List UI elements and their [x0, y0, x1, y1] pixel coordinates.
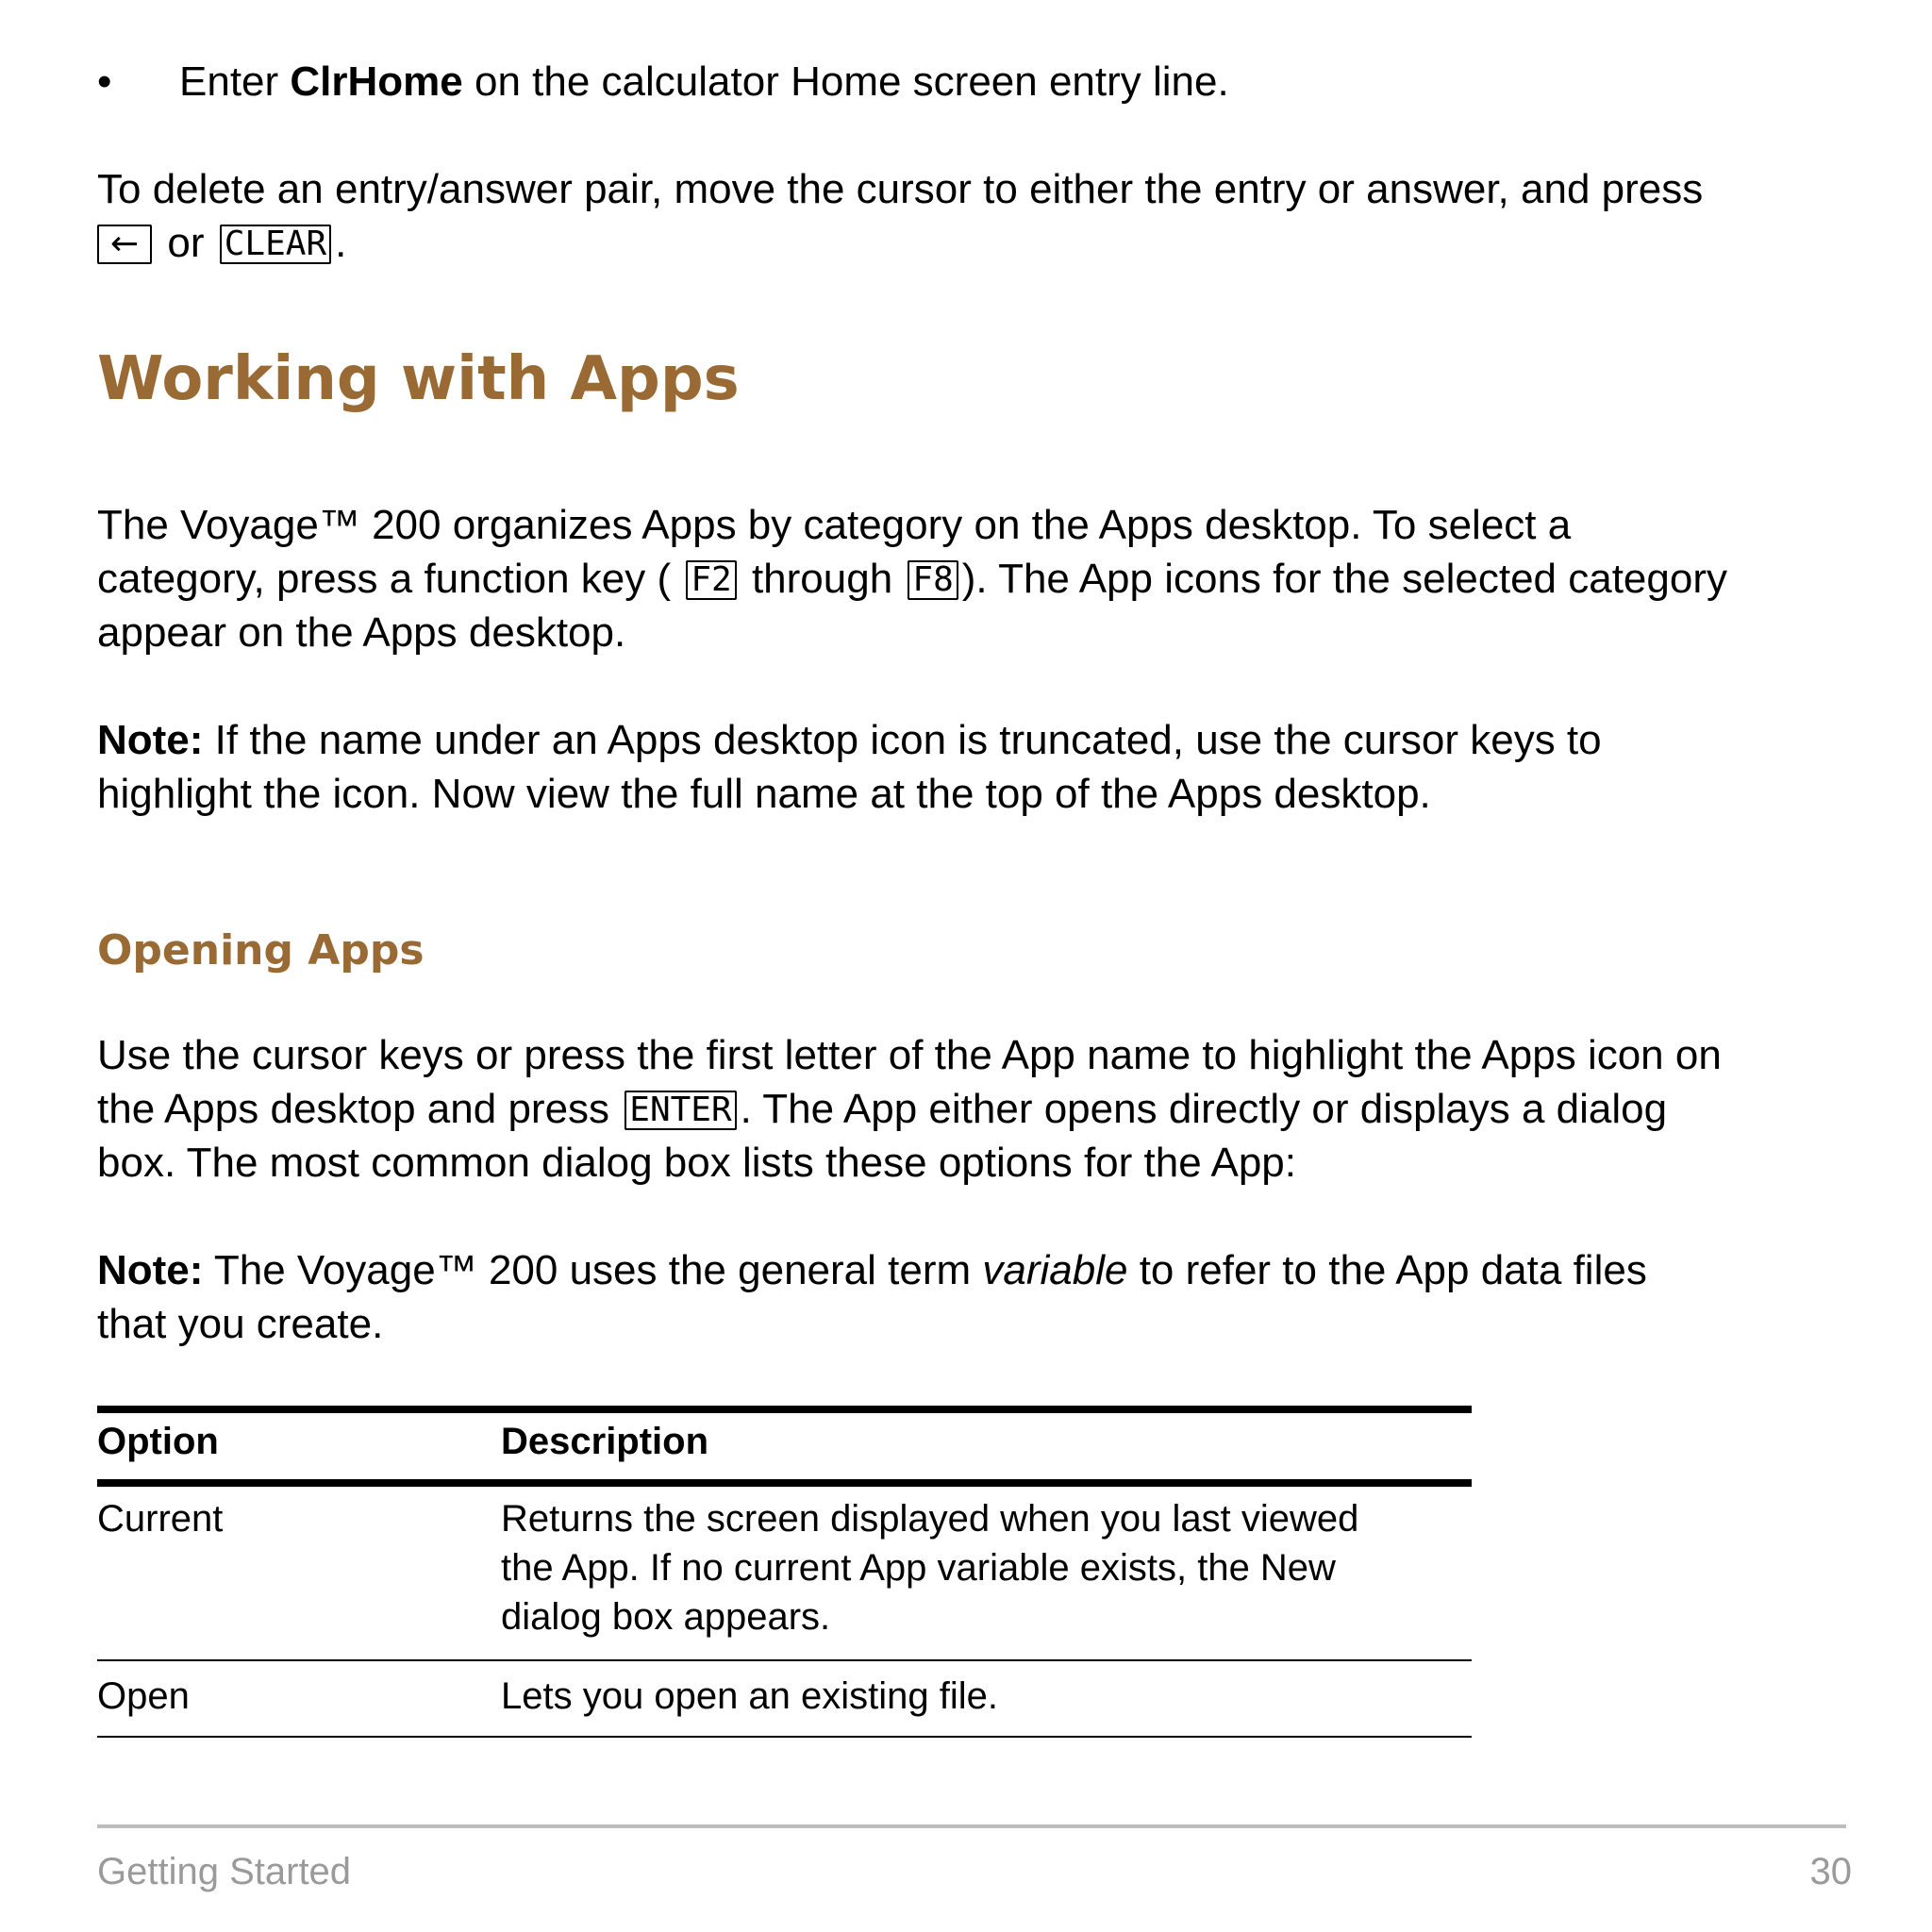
opening-para-line3: box. The most common dialog box lists these options for the App:	[97, 1140, 1296, 1186]
bullet-pre: Enter	[179, 58, 291, 105]
note2-italic-variable: variable	[982, 1247, 1128, 1293]
table-row-open-option: Open	[97, 1675, 190, 1717]
opening-para-line2	[97, 1082, 1667, 1136]
table-header-description: Description	[501, 1421, 709, 1462]
apps-para-line2	[97, 552, 1727, 606]
backspace-key-icon: ←	[97, 225, 152, 264]
table-header-option: Option	[97, 1421, 219, 1462]
clear-key: CLEAR	[220, 225, 331, 264]
note1-text1: If the name under an Apps desktop icon is truncated, use the cursor keys to	[203, 717, 1602, 763]
note2-text1a: The Voyage™ 200 uses the general term	[203, 1247, 983, 1293]
bullet-clrhome	[179, 55, 1229, 108]
opening-line2-a: the Apps desktop and press	[97, 1086, 622, 1132]
note2-line2: that you create.	[97, 1301, 384, 1347]
table-header-rule	[97, 1479, 1472, 1487]
apps-line2-b: through	[740, 556, 905, 602]
enter-key: ENTER	[625, 1091, 736, 1130]
apps-para-line1: The Voyage™ 200 organizes Apps by category on the Apps desktop. To select a	[97, 502, 1572, 548]
note2-text1b: to refer to the App data files	[1127, 1247, 1647, 1293]
table-row-rule	[97, 1659, 1472, 1661]
table-top-rule	[97, 1406, 1472, 1413]
heading-opening-apps: Opening Apps	[97, 926, 425, 974]
delete-or: or	[156, 220, 216, 266]
table-row-current-desc-1: Returns the screen displayed when you last viewed	[501, 1498, 1359, 1540]
note1-label: Note:	[97, 717, 204, 763]
apps-para-line3: appear on the Apps desktop.	[97, 609, 626, 656]
delete-para-line1: To delete an entry/answer pair, move the cursor to either the entry or answer, and press	[97, 166, 1704, 212]
opening-para-line1: Use the cursor keys or press the first letter of the App name to highlight the Apps icon on	[97, 1032, 1722, 1078]
heading-working-with-apps: Working with Apps	[97, 344, 740, 414]
note1-line2: highlight the icon. Now view the full name at the top of the Apps desktop.	[97, 771, 1431, 817]
bullet-post: on the calculator Home screen entry line.	[462, 58, 1229, 105]
note1-line1	[97, 713, 1602, 767]
opening-line2-b: . The App either opens directly or displays a dialog	[740, 1086, 1668, 1132]
note2-label: Note:	[97, 1247, 204, 1293]
footer-page-number: 30	[1809, 1851, 1852, 1892]
footer-rule	[97, 1824, 1846, 1828]
table-row-current-desc-2: the App. If no current App variable exists, the New	[501, 1547, 1336, 1589]
note2-line1	[97, 1243, 1647, 1297]
table-row-open-desc: Lets you open an existing file.	[501, 1675, 999, 1717]
footer-section-title: Getting Started	[97, 1851, 352, 1892]
f8-key: F8	[908, 560, 958, 600]
clrhome-command: ClrHome	[290, 58, 463, 105]
delete-para-line2	[97, 216, 346, 270]
apps-line2-c: ). The App icons for the selected category	[961, 556, 1727, 602]
f2-key: F2	[686, 560, 736, 600]
bullet-marker: •	[97, 58, 112, 105]
delete-end: .	[335, 220, 347, 266]
table-row-current-option: Current	[97, 1498, 224, 1540]
table-row-current-desc-3: dialog box appears.	[501, 1596, 831, 1638]
table-bottom-rule	[97, 1736, 1472, 1738]
apps-line2-a: category, press a function key (	[97, 556, 683, 602]
